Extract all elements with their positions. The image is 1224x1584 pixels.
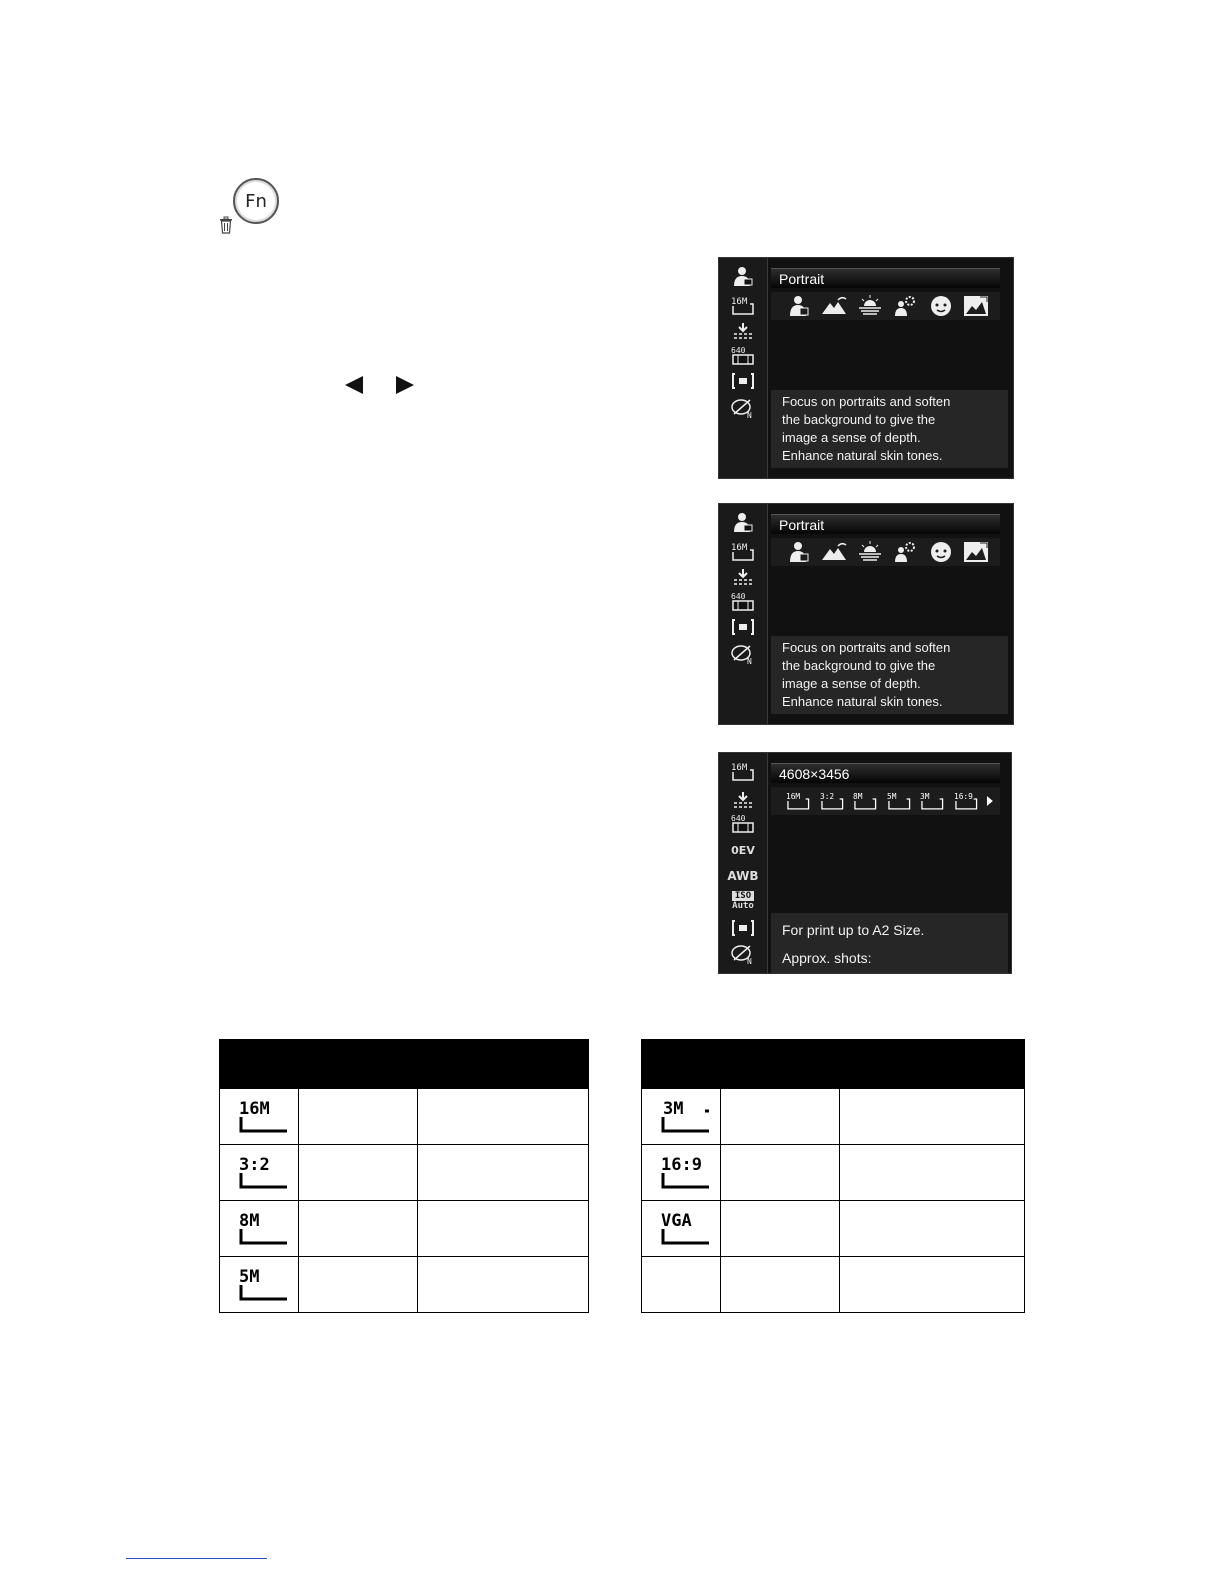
res-16m-icon [231,1097,287,1137]
menu-title: Portrait [771,268,1000,288]
table-cell [721,1145,840,1201]
table-row [220,1201,589,1257]
res-label: 16M [239,1098,270,1119]
table-cell [721,1257,840,1313]
resolution-table-left [219,1039,589,1313]
portrait-icon[interactable] [727,512,759,534]
iso-value: Auto [732,901,754,911]
res-option-label: 3:2 [819,792,834,802]
res-vga-icon [653,1209,709,1249]
ev-setting[interactable]: 0EV [731,844,755,857]
iso-setting[interactable] [727,891,759,913]
table-cell [418,1257,589,1313]
res-option-3-2-icon[interactable] [819,790,847,812]
res-option-label: 5M [886,792,896,802]
description-line: image a sense of depth. [782,676,921,691]
video-640-icon[interactable] [727,345,759,367]
iso-label: ISO [732,891,754,901]
res-option-5m-icon[interactable] [886,790,914,812]
description-line: Focus on portraits and soften [782,640,951,655]
resolution-options-row [771,787,1000,815]
quality-icon[interactable] [727,320,759,342]
table-cell [299,1201,418,1257]
table-cell [299,1145,418,1201]
sketch-mode-icon[interactable] [962,540,990,564]
resolution-16m-icon[interactable] [727,761,759,783]
svg-text:640: 640 [731,346,746,355]
menu-sidebar [719,504,768,724]
svg-text:640: 640 [731,814,746,823]
quality-icon[interactable] [727,566,759,588]
resolution-16m-icon[interactable] [727,295,759,317]
table-cell [721,1201,840,1257]
icon-cell [220,1201,299,1257]
child-mode-icon[interactable] [927,294,955,318]
right-arrow-icon [396,376,414,394]
table-cell [721,1089,840,1145]
menu-sidebar [719,258,768,478]
table-cell [418,1089,589,1145]
color-effect-icon[interactable] [727,643,759,665]
table-cell [840,1257,1025,1313]
svg-text:N: N [747,957,752,965]
svg-text:16M: 16M [731,543,748,553]
video-640-icon[interactable] [727,591,759,613]
res-label: 8M [239,1210,260,1231]
table-row [642,1201,1025,1257]
icon-cell [220,1089,299,1145]
res-label: 16:9 [661,1154,702,1175]
footer-link-underline[interactable] [126,1558,267,1559]
res-option-3m-icon[interactable] [919,790,947,812]
svg-text:16M: 16M [731,763,748,773]
landscape-mode-icon[interactable] [820,294,848,318]
scroll-right-arrow-icon[interactable] [986,795,994,807]
menu-title: Portrait [771,514,1000,534]
scene-options-row [771,538,1000,566]
white-balance-setting[interactable]: AWB [727,869,759,883]
color-effect-icon[interactable] [727,943,759,965]
res-label: 5M [239,1266,260,1287]
icon-cell [642,1257,721,1313]
menu-title: 4608×3456 [771,763,1000,783]
description-line: Focus on portraits and soften [782,394,951,409]
backlight-mode-icon[interactable] [891,294,919,318]
portrait-icon[interactable] [727,266,759,288]
color-effect-icon[interactable] [727,397,759,419]
res-label: 3M [663,1098,684,1119]
icon-cell [220,1145,299,1201]
sunset-mode-icon[interactable] [856,294,884,318]
res-label: VGA [661,1210,692,1231]
table-cell [418,1201,589,1257]
quality-icon[interactable] [727,789,759,811]
res-option-16m-icon[interactable] [785,790,813,812]
svg-text:N: N [747,411,752,419]
res-8m-icon [231,1209,287,1249]
menu-sidebar [719,753,768,973]
description-line: Enhance natural skin tones. [782,448,943,463]
camera-screen-scene-2 [718,503,1014,725]
scene-description [771,636,1008,714]
child-mode-icon[interactable] [927,540,955,564]
table-cell [840,1089,1025,1145]
res-3-2-icon [231,1153,287,1193]
table-cell [840,1145,1025,1201]
table-cell [840,1201,1025,1257]
trash-icon [218,216,234,234]
svg-text:16M: 16M [731,297,748,307]
metering-icon[interactable] [727,370,759,392]
header-cell [721,1040,840,1089]
res-option-16-9-icon[interactable] [953,790,981,812]
description-line: image a sense of depth. [782,430,921,445]
icon-cell [220,1257,299,1313]
description-line: the background to give the [782,412,936,427]
description-line: Enhance natural skin tones. [782,694,943,709]
res-16-9-icon [653,1153,709,1193]
res-option-label: 16M [785,792,801,802]
res-option-label: 3M [920,792,930,802]
svg-text:640: 640 [731,592,746,601]
description-line: Approx. shots: [782,950,872,966]
table-row [642,1257,1025,1313]
icon-cell [642,1089,721,1145]
resolution-table-right [641,1039,1025,1313]
header-cell [840,1040,1025,1089]
landscape-mode-icon[interactable] [820,540,848,564]
table-row [642,1089,1025,1145]
table-row [220,1145,589,1201]
resolution-16m-icon[interactable] [727,541,759,563]
metering-icon[interactable] [727,917,759,939]
header-cell [299,1040,418,1089]
res-3m-icon [653,1097,709,1137]
table-header [642,1040,1025,1089]
svg-text:N: N [747,657,752,665]
camera-screen-resolution [718,752,1012,974]
table-row [220,1257,589,1313]
left-arrow-icon [345,376,363,394]
table-cell [299,1089,418,1145]
scene-options-row [771,292,1000,320]
res-option-label: 16:9 [953,792,973,802]
scene-description [771,390,1008,468]
icon-cell [642,1145,721,1201]
sketch-mode-icon[interactable] [962,294,990,318]
table-row [642,1145,1025,1201]
res-option-label: 8M [853,792,863,802]
camera-screen-scene [718,257,1014,479]
sunset-mode-icon[interactable] [856,540,884,564]
table-header [220,1040,589,1089]
res-5m-icon [231,1265,287,1305]
portrait-mode-icon[interactable] [785,540,813,564]
portrait-mode-icon[interactable] [785,294,813,318]
header-cell [220,1040,299,1089]
table-cell [299,1257,418,1313]
res-label: 3:2 [239,1154,270,1175]
video-640-icon[interactable] [727,813,759,835]
metering-icon[interactable] [727,616,759,638]
res-option-8m-icon[interactable] [852,790,880,812]
description-line: For print up to A2 Size. [782,922,925,938]
table-row [220,1089,589,1145]
resolution-description [771,913,1008,974]
backlight-mode-icon[interactable] [891,540,919,564]
fn-button[interactable]: Fn [233,178,279,224]
header-cell [418,1040,589,1089]
table-cell [418,1145,589,1201]
header-cell [642,1040,721,1089]
description-line: the background to give the [782,658,936,673]
icon-cell [642,1201,721,1257]
